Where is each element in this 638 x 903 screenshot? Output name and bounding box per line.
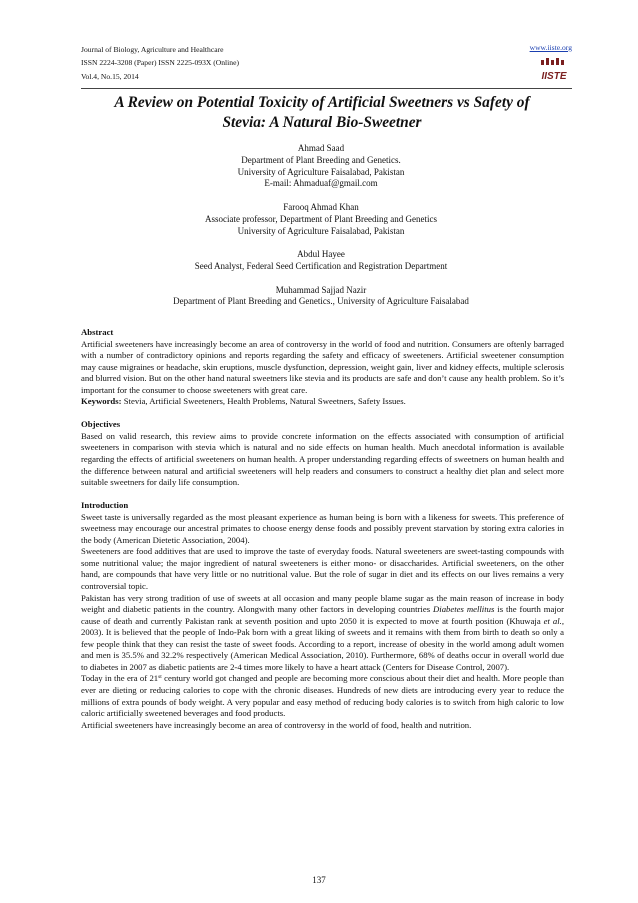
author-block — [70, 143, 572, 308]
paper-title — [76, 93, 568, 132]
journal-volume: Vol.4, No.15, 2014 — [81, 71, 139, 81]
journal-url-link[interactable]: www.iiste.org — [529, 43, 572, 52]
header-divider — [81, 88, 572, 89]
author-affiliation: University of Agriculture Faisalabad, Pakistan — [237, 166, 405, 177]
author-email: E-mail: Ahmaduaf@gmail.com — [264, 178, 378, 189]
page-number: 137 — [312, 875, 326, 885]
italic-term: et al. — [543, 615, 562, 626]
journal-name: Journal of Biology, Agriculture and Healthcare — [81, 45, 224, 54]
author-affiliation: Department of Plant Breeding and Genetics. — [241, 154, 401, 165]
paper-body — [81, 327, 564, 731]
intro-paragraph-4: Today in the era of 21st century world got changed and people are becoming more conscious about their diet and health. More people than ever are dieting or reducing calories to cope with the chronic diseases. Hundreds of new diets are introducing every year to reduce the millions of extra pounds of body weight. A very popular and easy method of reducing body calories is to switch from high caloric to low caloric artificially sweetened beverages and food products. — [81, 673, 564, 719]
author-name: Muhammad Sajjad Nazir — [275, 284, 367, 295]
abstract-text: Artificial sweeteners have increasingly become an area of controversy in the world of food and nutrition. Consumers are oftenly barraged with a number of contradictory opinions and reports regarding the safety and efficacy of sweeteners. Artificial sweetener consumption may cause migraines or headache, skin eruptions, muscle dysfunction, depression, weight gain, liver and kidney effects, multiple sclerosis and blurred vision. But on the other hand natural sweetners like stevia and its products are safe and don’t cause any health problem. So it’s important for the consumer to choose sweeteners with great care. — [81, 338, 564, 395]
abstract-heading: Abstract — [81, 327, 114, 337]
introduction-heading: Introduction — [81, 500, 129, 511]
objectives-heading: Objectives — [81, 419, 121, 430]
keywords-label: Keywords: — [81, 396, 122, 407]
author-name: Ahmad Saad — [297, 143, 345, 153]
author-affiliation: University of Agriculture Faisalabad, Pakistan — [237, 225, 405, 236]
iiste-logo-icon — [537, 57, 571, 87]
intro-paragraph-2: Sweeteners are food additives that are used to improve the taste of everyday foods. Natural sweeteners are sweet-tasting compounds with some nutritional value; the major ingredient of natural sweeteners is either mono- or disaccharides. Artificial sweeteners, on the other hand, are compounds that have very little or no nutritional value. But the role of sugar in diet and its effects on our lives remains a very controversial topic. — [81, 546, 564, 592]
logo-text: IISTE — [541, 71, 567, 82]
keywords-line — [81, 396, 564, 408]
author-name: Farooq Ahmad Khan — [283, 201, 359, 212]
superscript: st — [158, 674, 162, 681]
title-line-1: A Review on Potential Toxicity of Artificial Sweetners vs Safety of — [114, 94, 530, 111]
author-name: Abdul Hayee — [297, 249, 345, 260]
title-line-2: Stevia: A Natural Bio-Sweetner — [222, 113, 422, 131]
italic-term: Diabetes mellitus — [433, 604, 495, 615]
journal-issn: ISSN 2224-3208 (Paper) ISSN 2225-093X (Online) — [81, 58, 239, 68]
intro-paragraph-1: Sweet taste is universally regarded as the most pleasant experience as human being is born with a likeness for sweets. This preference of sweetness may encourage our ancestral primates to choose energy dense foods and possibly prevent starvation by storing extra calories in the body (American Dietetic Association, 2004). — [81, 511, 564, 545]
keywords-text: Stevia, Artificial Sweeteners, Health Problems, Natural Sweetners, Safety Issues. — [123, 396, 406, 407]
intro-paragraph-3: Pakistan has very strong tradition of use of sweets at all occasion and many people blame sugar as the main reason of increase in body weight and diabetic patients in the country. Alongwith many other factors in developing countries Diabetes mellitus is the fourth major cause of death and currently Pakistan rank at seventh position and upto 2050 it is expected to move at fourth position (Khuwaja et al., 2003). It is believed that the people of Indo-Pak born with a great liking of sweets and it remains with them from birth to death so only a few people think that they can resist the taste of sweet foods. According to a report, increase of obesity in the world among adult women and men is 35.5% and 32.2% respectively (American Medical Association, 2010). Furthermore, 68% of deaths occur in overall world due to diabetes in 2007 as diabetic patients are 2-4 times more likely to have a heart attack (Centers for Disease Control, 2007). — [81, 592, 565, 672]
author-affiliation: Department of Plant Breeding and Genetics., University of Agriculture Faisalabad — [173, 296, 469, 307]
intro-paragraph-5: Artificial sweeteners have increasingly become an area of controversy in the world of food, health and nutrition. — [81, 719, 472, 730]
journal-header — [81, 43, 239, 83]
author-affiliation: Associate professor, Department of Plant Breeding and Genetics — [204, 213, 438, 224]
objectives-text: Based on valid research, this review aims to provide concrete information on the effects associated with consumption of artificial sweeteners in comparison with stevia which is natural and no side effects on human health. Much anecdotal information is available regarding the effects of artificial sweeteners on human health. A proper understanding regarding effects of sweetners on human health and the difference between natural and artificial sweeteners will help readers and consumers to construct a healthy diet plan and select more suitable sweetners for daily life consumption. — [81, 430, 564, 488]
author-affiliation: Seed Analyst, Federal Seed Certification and Registration Department — [194, 260, 448, 271]
